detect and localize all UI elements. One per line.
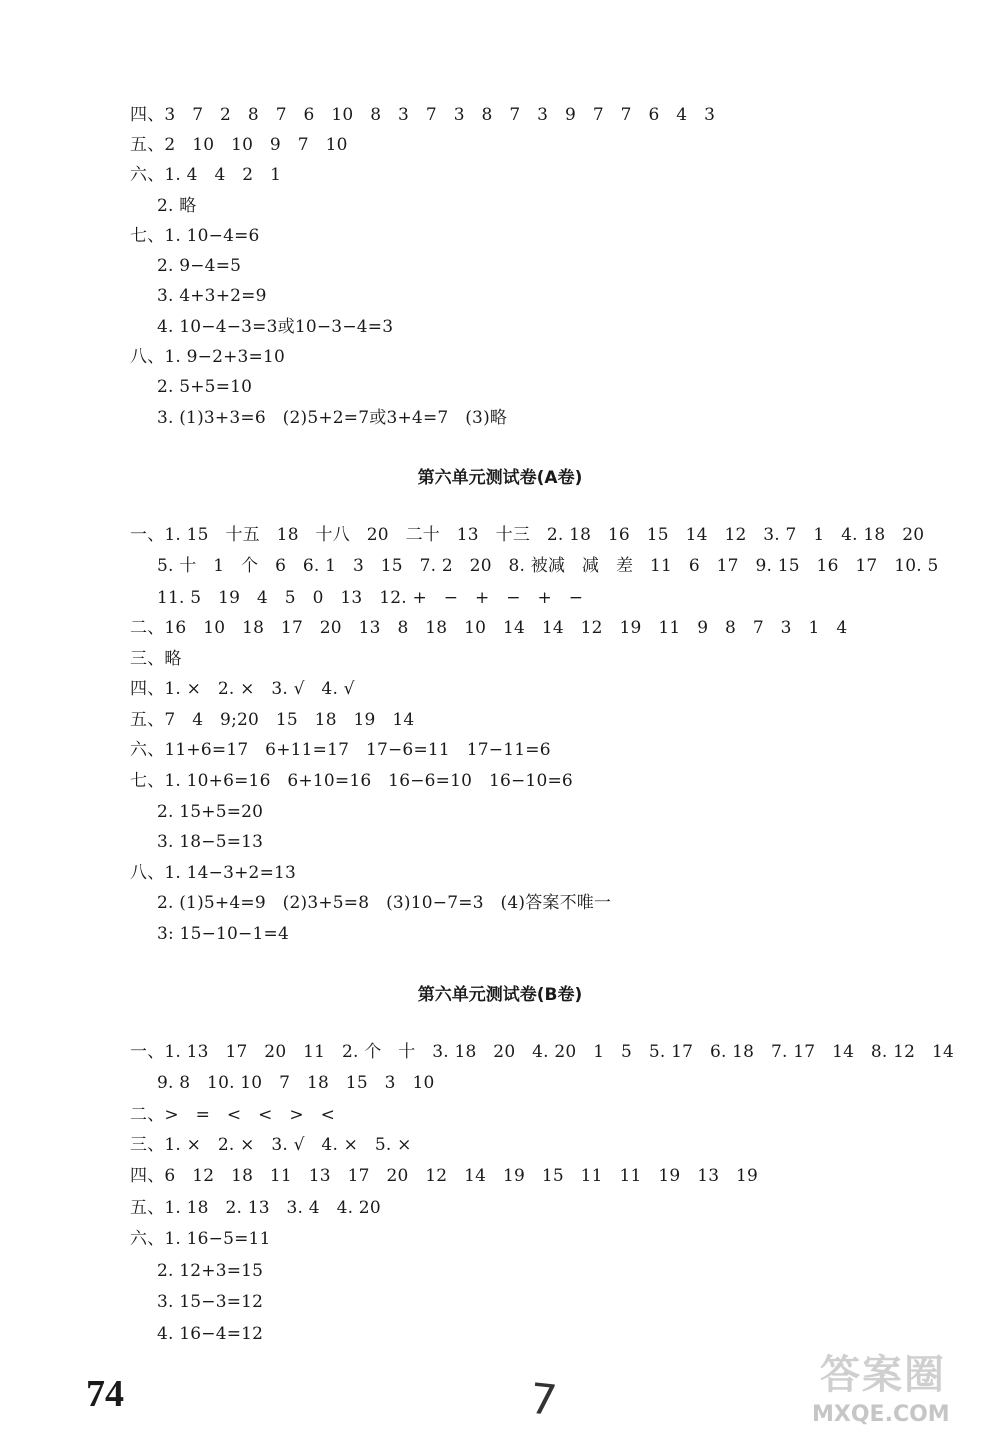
watermark-logo-text: 答案圈 bbox=[820, 1352, 946, 1398]
answer-line: 六、1. 4 4 2 1 bbox=[130, 165, 282, 185]
answer-line: 七、1. 10−4=6 bbox=[130, 226, 260, 246]
answer-line: 二、16 10 18 17 20 13 8 18 10 14 14 12 19 11 9 8 7 3 1 4 bbox=[130, 618, 848, 638]
answer-line: 2. 5+5=10 bbox=[157, 377, 253, 397]
answer-line: 3. 15−3=12 bbox=[157, 1292, 264, 1312]
answer-line: 四、1. × 2. × 3. √ 4. √ bbox=[130, 679, 355, 699]
answer-line: 四、3 7 2 8 7 6 10 8 3 7 3 8 7 3 9 7 7 6 4 3 bbox=[130, 105, 716, 125]
answer-line: 2. 9−4=5 bbox=[157, 256, 242, 276]
answer-line: 一、1. 13 17 20 11 2. 个 十 3. 18 20 4. 20 1 5 5. 17 6. 18 7. 17 14 8. 12 14 bbox=[130, 1042, 955, 1062]
answer-line: 3: 15−10−1=4 bbox=[157, 924, 289, 944]
answer-line: 四、6 12 18 11 13 17 20 12 14 19 15 11 11 19 13 19 bbox=[130, 1166, 759, 1186]
page-number: 74 bbox=[86, 1373, 124, 1415]
answer-line: 4. 16−4=12 bbox=[157, 1324, 264, 1344]
answer-line: 五、1. 18 2. 13 3. 4 4. 20 bbox=[130, 1198, 381, 1218]
answer-line: 2. 略 bbox=[157, 196, 197, 216]
answer-line: 5. 十 1 个 6 6. 1 3 15 7. 2 20 8. 被减 减 差 11 6 17 9. 15 16 17 10. 5 bbox=[157, 556, 939, 576]
answer-line: 3. 18−5=13 bbox=[157, 832, 264, 852]
answer-line: 9. 8 10. 10 7 18 15 3 10 bbox=[157, 1073, 435, 1093]
answer-line: 七、1. 10+6=16 6+10=16 16−6=10 16−10=6 bbox=[130, 771, 573, 791]
answer-line: 八、1. 9−2+3=10 bbox=[130, 347, 286, 367]
section-a-title: 第六单元测试卷(A卷) bbox=[417, 468, 583, 488]
answer-line: 3. (1)3+3=6 (2)5+2=7或3+4=7 (3)略 bbox=[157, 408, 508, 428]
answer-line: 4. 10−4−3=3或10−3−4=3 bbox=[157, 317, 394, 337]
handwritten-mark: 7 bbox=[527, 1373, 560, 1426]
answer-line: 五、7 4 9;20 15 18 19 14 bbox=[130, 710, 415, 730]
section-b-title: 第六单元测试卷(B卷) bbox=[417, 985, 583, 1005]
answer-line: 二、> = < < > < bbox=[130, 1105, 336, 1125]
watermark-domain: MXQE.COM bbox=[812, 1402, 950, 1427]
answer-line: 八、1. 14−3+2=13 bbox=[130, 863, 297, 883]
answer-line: 2. (1)5+4=9 (2)3+5=8 (3)10−7=3 (4)答案不唯一 bbox=[157, 893, 612, 913]
answer-line: 2. 12+3=15 bbox=[157, 1261, 264, 1281]
answer-line: 一、1. 15 十五 18 十八 20 二十 13 十三 2. 18 16 15 14 12 3. 7 1 4. 18 20 bbox=[130, 525, 925, 545]
answer-line: 3. 4+3+2=9 bbox=[157, 286, 267, 306]
answer-line: 三、1. × 2. × 3. √ 4. × 5. × bbox=[130, 1135, 412, 1155]
answer-line: 六、11+6=17 6+11=17 17−6=11 17−11=6 bbox=[130, 740, 551, 760]
site-watermark bbox=[812, 1352, 982, 1432]
answer-line: 五、2 10 10 9 7 10 bbox=[130, 135, 348, 155]
answer-line: 三、略 bbox=[130, 649, 182, 669]
answer-line: 11. 5 19 4 5 0 13 12. + − + − + − bbox=[157, 588, 584, 608]
answer-line: 2. 15+5=20 bbox=[157, 802, 264, 822]
answer-line: 六、1. 16−5=11 bbox=[130, 1229, 271, 1249]
